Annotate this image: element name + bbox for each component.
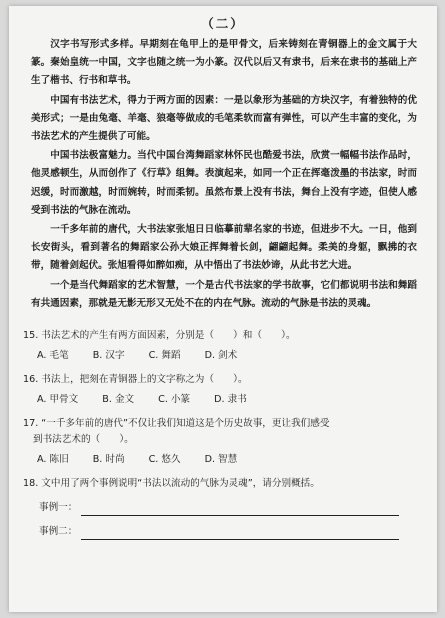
- option-row: [23, 452, 419, 468]
- question-stem: 16. 书法上，把刻在青铜器上的文字称之为（ ）。: [23, 374, 248, 385]
- passage-paragraph: 一个是当代舞蹈家的艺术智慧，一个是古代书法家的学书故事，它们都说明书法和舞蹈有共通因素，那就是无影无形又无处不在的内在气脉。流动的气脉是书法的灵魂。: [31, 279, 417, 309]
- option-b[interactable]: B. 时尚: [92, 454, 125, 465]
- worksheet-page: [9, 6, 437, 612]
- option-a[interactable]: A. 甲骨文: [37, 394, 79, 405]
- question-16: [23, 372, 419, 408]
- passage-paragraph: 中国书法极富魅力。当代中国台湾舞蹈家林怀民也酷爱书法，欣赏一幅幅书法作品时，他灵感顿生，从而创作了《行草》组舞。表演起来，如同一个正在挥毫泼墨的书法家，时而迟缓，时而激越，时而婉转，时而柔韧。虽然布景上没有书法，舞台上没有字迹，但使人感受到书法的气脉在流动。: [31, 150, 417, 216]
- answer-line-1[interactable]: [23, 500, 419, 516]
- option-d[interactable]: D. 隶书: [214, 394, 247, 405]
- passage-paragraph: 中国有书法艺术，得力于两方面的因素：一是以象形为基础的方块汉字，有着独特的优美形式；一是由兔毫、羊毫、狼毫等做成的毛笔柔软而富有弹性，可以产生丰富的变化，为书法艺术的产生提供了可能。: [31, 94, 417, 143]
- option-b[interactable]: B. 金文: [102, 394, 135, 405]
- example-label: 事例二：: [39, 526, 78, 537]
- question-list: [23, 328, 419, 540]
- option-c[interactable]: C. 悠久: [148, 454, 181, 465]
- question-15: [23, 328, 419, 364]
- example-label: 事例一：: [39, 502, 78, 513]
- option-d[interactable]: D. 智慧: [204, 454, 238, 465]
- answer-blank[interactable]: [81, 503, 399, 516]
- option-a[interactable]: A. 陈旧: [37, 454, 69, 465]
- passage-paragraph: 一千多年前的唐代，大书法家张旭日日临摹前辈名家的书迹，但进步不大。一日，他到长安街头，看到著名的舞蹈家公孙大娘正挥舞着长剑，翩翩起舞。柔美的身躯，飘拂的衣带，随着剑起伏。张旭看得如醉如痴，从中悟出了书法妙谛，从此书艺大进。: [31, 224, 417, 272]
- question-stem: 18. 文中用了两个事例说明“书法以流动的气脉为灵魂”，请分别概括。: [23, 478, 320, 489]
- question-stem: 17. “一千多年前的唐代”不仅让我们知道这是个历史故事，更让我们感受: [23, 418, 330, 429]
- option-row: [23, 348, 419, 364]
- question-17: [23, 416, 419, 468]
- option-a[interactable]: A. 毛笔: [37, 350, 69, 361]
- passage-paragraph: 汉字书写形式多样。早期刻在龟甲上的是甲骨文，后来铸刻在青铜器上的金文属于大篆。秦始皇统一中国，文字也随之统一为小篆。汉代以后又有隶书，后来在隶书的基础上产生了楷书、行书和草书。: [31, 39, 417, 87]
- option-b[interactable]: B. 汉字: [92, 350, 125, 361]
- option-c[interactable]: C. 小篆: [158, 394, 191, 405]
- section-heading: （二）: [201, 16, 245, 31]
- option-d[interactable]: D. 剑术: [204, 350, 238, 361]
- answer-line-2[interactable]: [23, 524, 419, 540]
- question-stem-continued: 到书法艺术的（ ）。: [33, 434, 134, 445]
- reading-passage: [31, 36, 417, 314]
- question-stem: 15. 书法艺术的产生有两方面因素，分别是（ ）和（ ）。: [23, 330, 296, 341]
- question-18: [23, 476, 419, 540]
- option-c[interactable]: C. 舞蹈: [148, 350, 181, 361]
- answer-blank[interactable]: [81, 527, 399, 540]
- option-row: [23, 392, 419, 408]
